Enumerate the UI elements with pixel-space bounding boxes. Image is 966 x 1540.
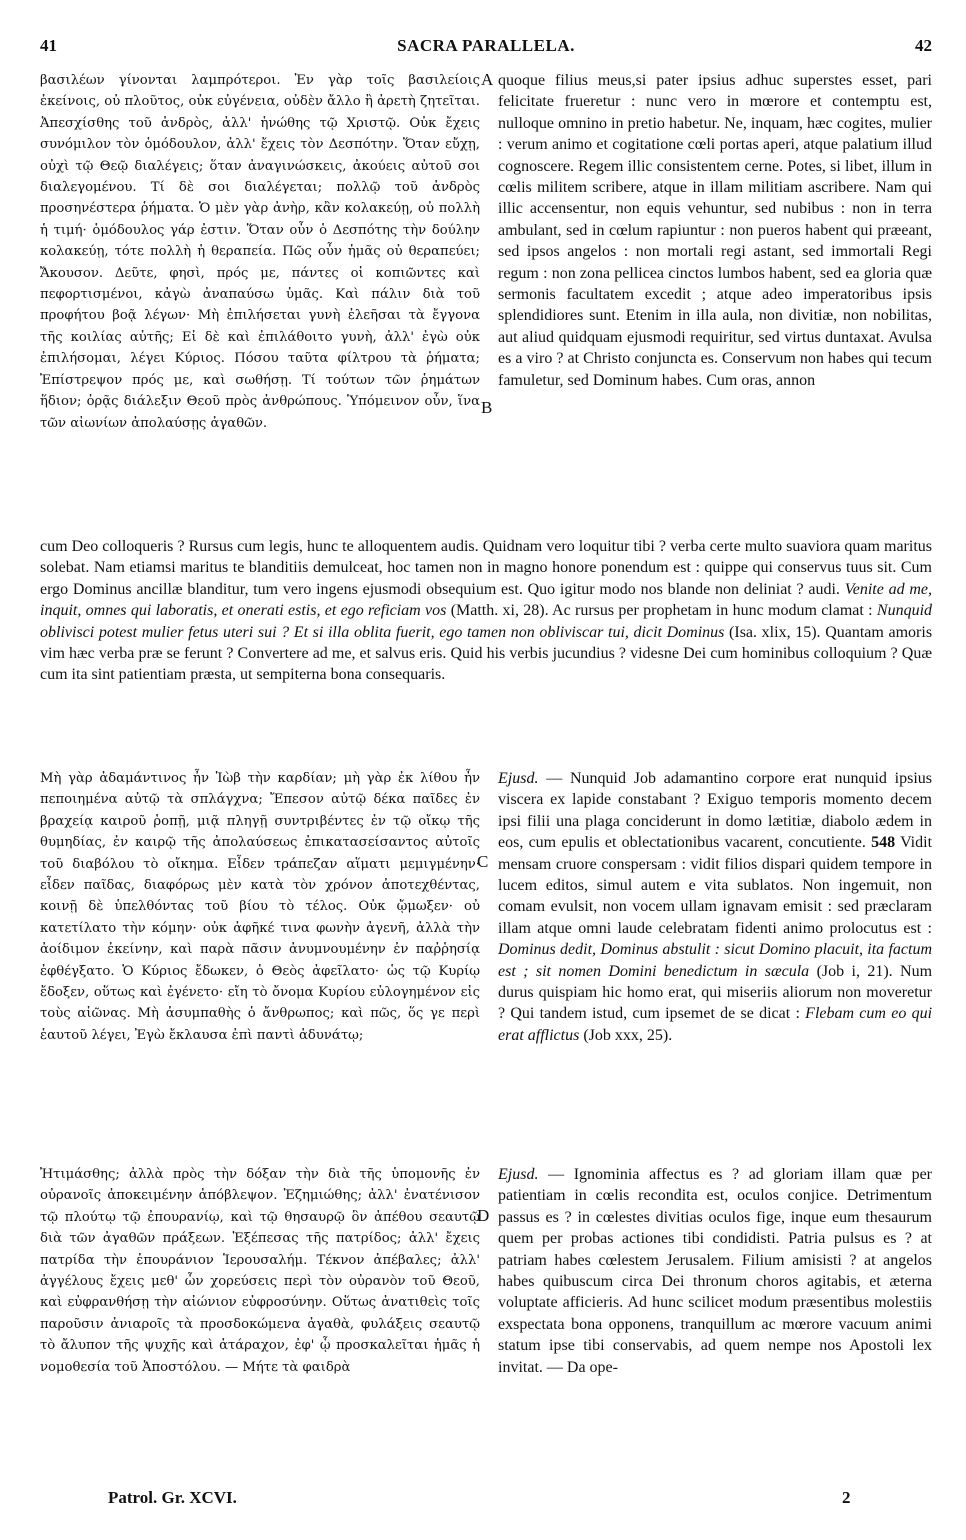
latin-full-text-3: Quantam amoris vim hæc verba præ se ferunt ? Convertere ad me, et salvus eris. Quid his verbis jucundius ? videsne Dei cum hominibus colloquium ? Quæ cum ita sint patientiam præsta, ut sempiterna bona consequaris. xyxy=(40,623,933,684)
page-number-right: 42 xyxy=(915,36,932,55)
latin-full-ref-2: (Isa. xlix, 15). xyxy=(729,623,821,641)
latin-reference: (Job i, 21). xyxy=(816,962,893,980)
latin-section-label: Ejusd. xyxy=(498,770,539,787)
margin-marker-b: B xyxy=(481,398,493,417)
latin-full-ref-1: (Matth. xi, 28). xyxy=(450,602,549,620)
margin-marker-c: C xyxy=(477,852,489,871)
latin-quote: Flebam cum eo qui erat afflictus xyxy=(498,1005,933,1044)
greek-column-3: Ἠτιμάσθης; ἀλλὰ πρὸς τὴν δόξαν τὴν διὰ τῆς ὑπομονῆς ἐν οὐρανοῖς ἀποκειμένην ἀπόβλεψον. Ἐζημιώθης; ἀλλ' ἐνατένισον τῷ πλούτῳ τῷ ἐπουρανίῳ, καὶ τῷ θησαυρῷ ὃν ἀπέθου σεαυτῷ διὰ τῶν ἀγαθῶν πράξεων. Ἐξέπεσας τῆς πατρίδος; ἀλλ' ἔχεις πατρίδα τὴν ἐπουράνιον Ἱερουσαλήμ. Τέκνον ἀπέβαλες; ἀλλ' ἀγγέλους ἔχεις μεθ' ὧν χορεύσεις περὶ τὸν οὐρανὸν τοῦ Θεοῦ, καὶ εὐφρανθήσῃ τὴν αἰώνιον εὐφροσύνην. Οὕτως ἀνατιθεὶς τοῖς παροῦσιν ἀνιαροῖς τὰ προσδοκώμενα ἀγαθὰ, φυλάξεις σεαυτῷ τὸ ἄλυπον τῆς ψυχῆς καὶ ἀτάραχον, ἐφ' ᾧ προσκαλεῖται ἡμᾶς ἡ νομοθεσία τοῦ Ἀποστόλου. — Μήτε τὰ φαιδρὰ xyxy=(40,1167,480,1375)
greek-column-1: βασιλέων γίνονται λαμπρότεροι. Ἐν γὰρ τοῖς βασιλείοις ἐκείνοις, οὐ πλοῦτος, οὐκ εὐγένεια, οὐδὲν ἄλλο ἢ ἀρετὴ ζητεῖται. Ἀπεσχίσθης τοῦ ἀνδρὸς, ἀλλ' ἡνώθης τῷ Χριστῷ. Οὐκ ἔχεις συνόμιλον τὸν ὁμόδουλον, ἀλλ' ἔχεις τὸν Δεσπότην. Ὅταν εὔχῃ, οὐχὶ τῷ Θεῷ διαλέγεις; ὅταν ἀναγινώσκεις, ἀκούεις αὐτοῦ σοι διαλεγομένου. Τί δὲ σοι διαλέγεται; πολλῷ τοῦ ἀνδρὸς προσηνέστερα ῥήματα. Ὁ μὲν γὰρ ἀνὴρ, κἂν κολακεύῃ, οὐ πολλὴ ἡ τιμή· ὁμόδουλος γάρ ἐστιν. Ὅταν οὖν ὁ Δεσπότης τὴν δούλην κολακεύῃ, τότε πολλὴ ἡ θεραπεία. Πῶς οὖν ἡμᾶς οὐ θεραπεύει; Ἄκουσον. Δεῦτε, φησὶ, πρός με, πάντες οἱ κοπιῶντες καὶ πεφορτισμένοι, κἀγὼ ἀναπαύσω ὑμᾶς. Καὶ πάλιν διὰ τοῦ προφήτου βοᾷ λέγων· Μὴ ἐπιλήσεται γυνὴ ἐλεῆσαι τὰ ἔγγονα τῆς κοιλίας αὐτῆς; Εἰ δὲ καὶ ἐπιλάθοιτο γυνὴ, ἀλλ' ἐγὼ οὐκ ἐπιλήσομαι, λέγει Κύριος. Πόσου ταῦτα φίλτρου τὰ ῥήματα; Ἐπίστρεψον πρός με, καὶ σωθήσῃ. Τί τούτων τῶν ῥημάτων ἥδιον; ὁρᾷς διάλεξιν Θεοῦ πρὸς ἀνθρώπους. Ὑπόμεινον οὖν, ἵνα τῶν αἰωνίων ἀπολαύσῃς ἀγαθῶν. xyxy=(40,73,480,431)
latin-column-1: quoque filius meus,si pater ipsius adhuc superstes esset, pari felicitate frueretur : nunc vero in mœrore et contemptu est, nulloque omnino in pretio habetur. Ne, inquam, hæc cogites, mulier : verum animo et cogitatione cœli portas aperi, atque palatium illud cognoscere. Regem illic consistentem cerne. Potes, si libet, illum in cœlis militem scribere, atque in illam militiam ascribere. Nam qui illic accensentur, non equis vehuntur, sed nubibus : non in terra ambulant, sed in cœlum rapiuntur : non pueros habent qui præeant, sed ipsos angelos : non mortali regi astant, sed immortali Regi regum : non zona pellicea cinctos lumbos habent, sed ea gloria quæ sermonis facultatem excedit ; atque adeo imperatoribus ipsis splendidiores sunt. Etenim in illa aula, non divitiæ, non nobilitas, aut aliud quidquam ejusmodi requiritur, sed virtus duntaxat. Avulsa es a viro ? at Christo conjuncta es. Conservum non habes qui tecum famuletur, sed Dominum habes. Cum oras, annon xyxy=(498,72,932,389)
margin-marker-d: D xyxy=(477,1206,490,1225)
latin-full-text-1: cum Deo colloqueris ? Rursus cum legis, hunc te alloquentem audis. Quidnam vero loquitur tibi ? verba certe multo suaviora quam maritus solebat. Nam etiamsi maritus te blanditiis demulceat, hoc tamen non in magno honore ponendum est : quippe qui conservus tuus sit. Cum ergo Dominus ancillæ blanditur, tum vero ingens ejusmodi obsequium est. Quo igitur modo nos blande non deliniat ? audi. xyxy=(40,538,932,598)
latin-full-text-2: Ac rursus per prophetam in hunc modum clamat : xyxy=(552,602,873,620)
latin-full-quote-1: Venite ad me, inquit, omnes qui laboratis, et onerati estis, et ego reficiam vos xyxy=(40,580,933,620)
margin-marker-a: A xyxy=(481,70,494,89)
greek-column-2: Μὴ γὰρ ἀδαμάντινος ἦν Ἰὼβ τὴν καρδίαν; μὴ γὰρ ἐκ λίθου ἦν πεποιημένα αὐτῷ τὰ σπλάγχνα; Ἔπεσον αὐτῷ δέκα παῖδες ἐν βραχείᾳ καιροῦ ῥοπῇ, μιᾷ πληγῇ συντριβέντες ἐν τῷ οἴκῳ τῆς θυμηδίας, ἐν καιρῷ τῆς ἀπολαύσεως ἐπικατασείσαντος αὐτοῖς τοῦ διαβόλου τὸ οἴκημα. Εἶδεν τράπεζαν αἵματι μεμιγμένην· εἶδεν παῖδας, διαφόρως μὲν κατὰ τὸν χρόνον ἀποτεχθέντας, κοινῇ δὲ ὑπελθόντας τοῦ βίου τὸ τέλος. Οὐκ ᾤμωξεν· οὐ κατετίλατο τὴν κόμην· οὐκ ἀφῆκέ τινα φωνὴν ἀγενῆ, ἀλλὰ τὴν ἀοίδιμον ἐκείνην, καὶ παρὰ πᾶσιν ἀνυμνουμένην ἐν παῤῥησίᾳ ἐφθέγξατο. Ὁ Κύριος ἔδωκεν, ὁ Θεὸς ἀφεῖλατο· ὡς τῷ Κυρίῳ ἔδοξεν, οὕτως καὶ ἐγένετο· εἴη τὸ ὄνομα Κυρίου εὐλογημένον εἰς τοὺς αἰῶνας. Μὴ ἀσυμπαθὴς ὁ ἄνθρωπος; καὶ πῶς, ὅς γε περὶ ἑαυτοῦ λέγει, Ἐγὼ ἔκλαυσα ἐπὶ παντὶ ἀδυνάτῳ; xyxy=(40,771,480,1043)
footer-sheet-number: 2 xyxy=(842,1488,851,1507)
footer-signature: Patrol. Gr. XCVI. xyxy=(108,1488,237,1507)
latin-fullwidth-paragraph xyxy=(40,536,932,686)
latin-text: — Ignominia affectus es ? ad gloriam illam quæ per patientiam in cœlis recondita est, oculos conjice. Detrimentum passus es ? in cœlestes divitias oculos fige, inque eum thesaurum quem per probas actiones tibi condidisti. Patria pulsus es ? at patriam habes cœlestem Jerusalem. Filium amisisti ? at angelos habes quibuscum circa Dei thronum choros agitabis, et æterna voluptate afficieris. Ad hunc scilicet modum præsentibus molestiis exspectata bona opponens, tranquillum ac mœrore vacuum animi statum ipse tibi conservabis, ad quem nempe nos Apostoli lex invitat. — Da ope- xyxy=(498,1166,933,1376)
latin-column-3 xyxy=(498,1164,932,1378)
running-header xyxy=(40,36,932,60)
column-number: 548 xyxy=(871,834,896,852)
running-title: SACRA PARALLELA. xyxy=(397,36,575,55)
latin-text: Vidit mensam cruore conspersam : vidit filios dispari quidem tempore in lucem editos, simul autem e vita sublatos. Non ingemuit, non comam evulsit, non vocem ullam ignavam emisit : sed præclaram illam atque omni laude celebratam fidenti animo prolocutus est : xyxy=(498,834,933,937)
page-number-left: 41 xyxy=(40,36,57,55)
latin-text: — Nunquid Job adamantino corpore erat nunquid ipsius viscera ex lapide constabant ? Exiguo temporis momento decem ipsi filii una plaga conciderunt in domo lætitiæ, diabolo ædem in eos, cum epulis et oblectationibus vacarent, concutiente. xyxy=(498,770,933,852)
latin-quote: Dominus dedit, Dominus abstulit : sicut Domino placuit, ita factum est ; sit nomen Domini benedictum in sæcula xyxy=(498,941,932,980)
latin-section-label: Ejusd. xyxy=(498,1166,539,1183)
latin-column-2 xyxy=(498,768,932,1046)
latin-reference: (Job xxx, 25). xyxy=(583,1026,673,1044)
latin-text: Num durus quispiam hic homo erat, qui miseriis aliorum non moveretur ? Qui tandem istud, cum ipsemet de se dicat : xyxy=(498,962,933,1023)
latin-full-quote-2: Nunquid oblivisci potest mulier fetus uteri sui ? Et si illa oblita fuerit, ego tamen non obliviscar tui, dicit Dominus xyxy=(40,602,933,641)
